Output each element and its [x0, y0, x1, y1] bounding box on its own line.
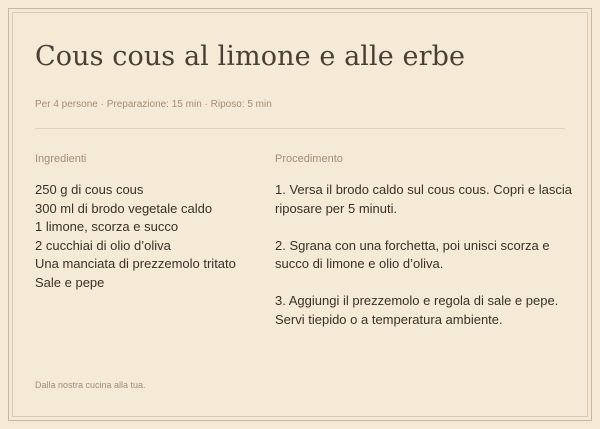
- ingredient-item: 250 g di cous cous: [35, 182, 144, 197]
- ingredient-item: 1 limone, scorza e succo: [35, 219, 179, 234]
- step-item: 3. Aggiungi il prezzemolo e regola di sale e pepe. Servi tiepido o a temperatura ambiente.: [275, 293, 559, 327]
- steps-list: [275, 181, 575, 348]
- step-item: 1. Versa il brodo caldo sul cous cous. Copri e lascia riposare per 5 minuti.: [275, 182, 572, 216]
- footer-note: Dalla nostra cucina alla tua.: [35, 380, 146, 390]
- steps-heading: Procedimento: [275, 153, 343, 165]
- ingredient-item: Sale e pepe: [35, 274, 105, 290]
- ingredient-item: 300 ml di brodo vegetale caldo: [35, 200, 213, 216]
- recipe-card: [8, 8, 592, 421]
- ingredient-item: Una manciata di prezzemolo tritato: [35, 256, 236, 271]
- ingredients-heading: Ingredienti: [35, 153, 87, 165]
- step-item: 2. Sgrana con una forchetta, poi unisci scorza e succo di limone e olio d’oliva.: [275, 237, 550, 271]
- ingredient-item: 2 cucchiai di olio d’oliva: [35, 237, 171, 253]
- ingredients-list: [35, 181, 255, 292]
- recipe-meta: Per 4 persone · Preparazione: 15 min · Riposo: 5 min: [35, 99, 272, 110]
- divider: [35, 128, 565, 129]
- recipe-title: Cous cous al limone e alle erbe: [35, 41, 466, 72]
- card-inner-border: [12, 12, 588, 417]
